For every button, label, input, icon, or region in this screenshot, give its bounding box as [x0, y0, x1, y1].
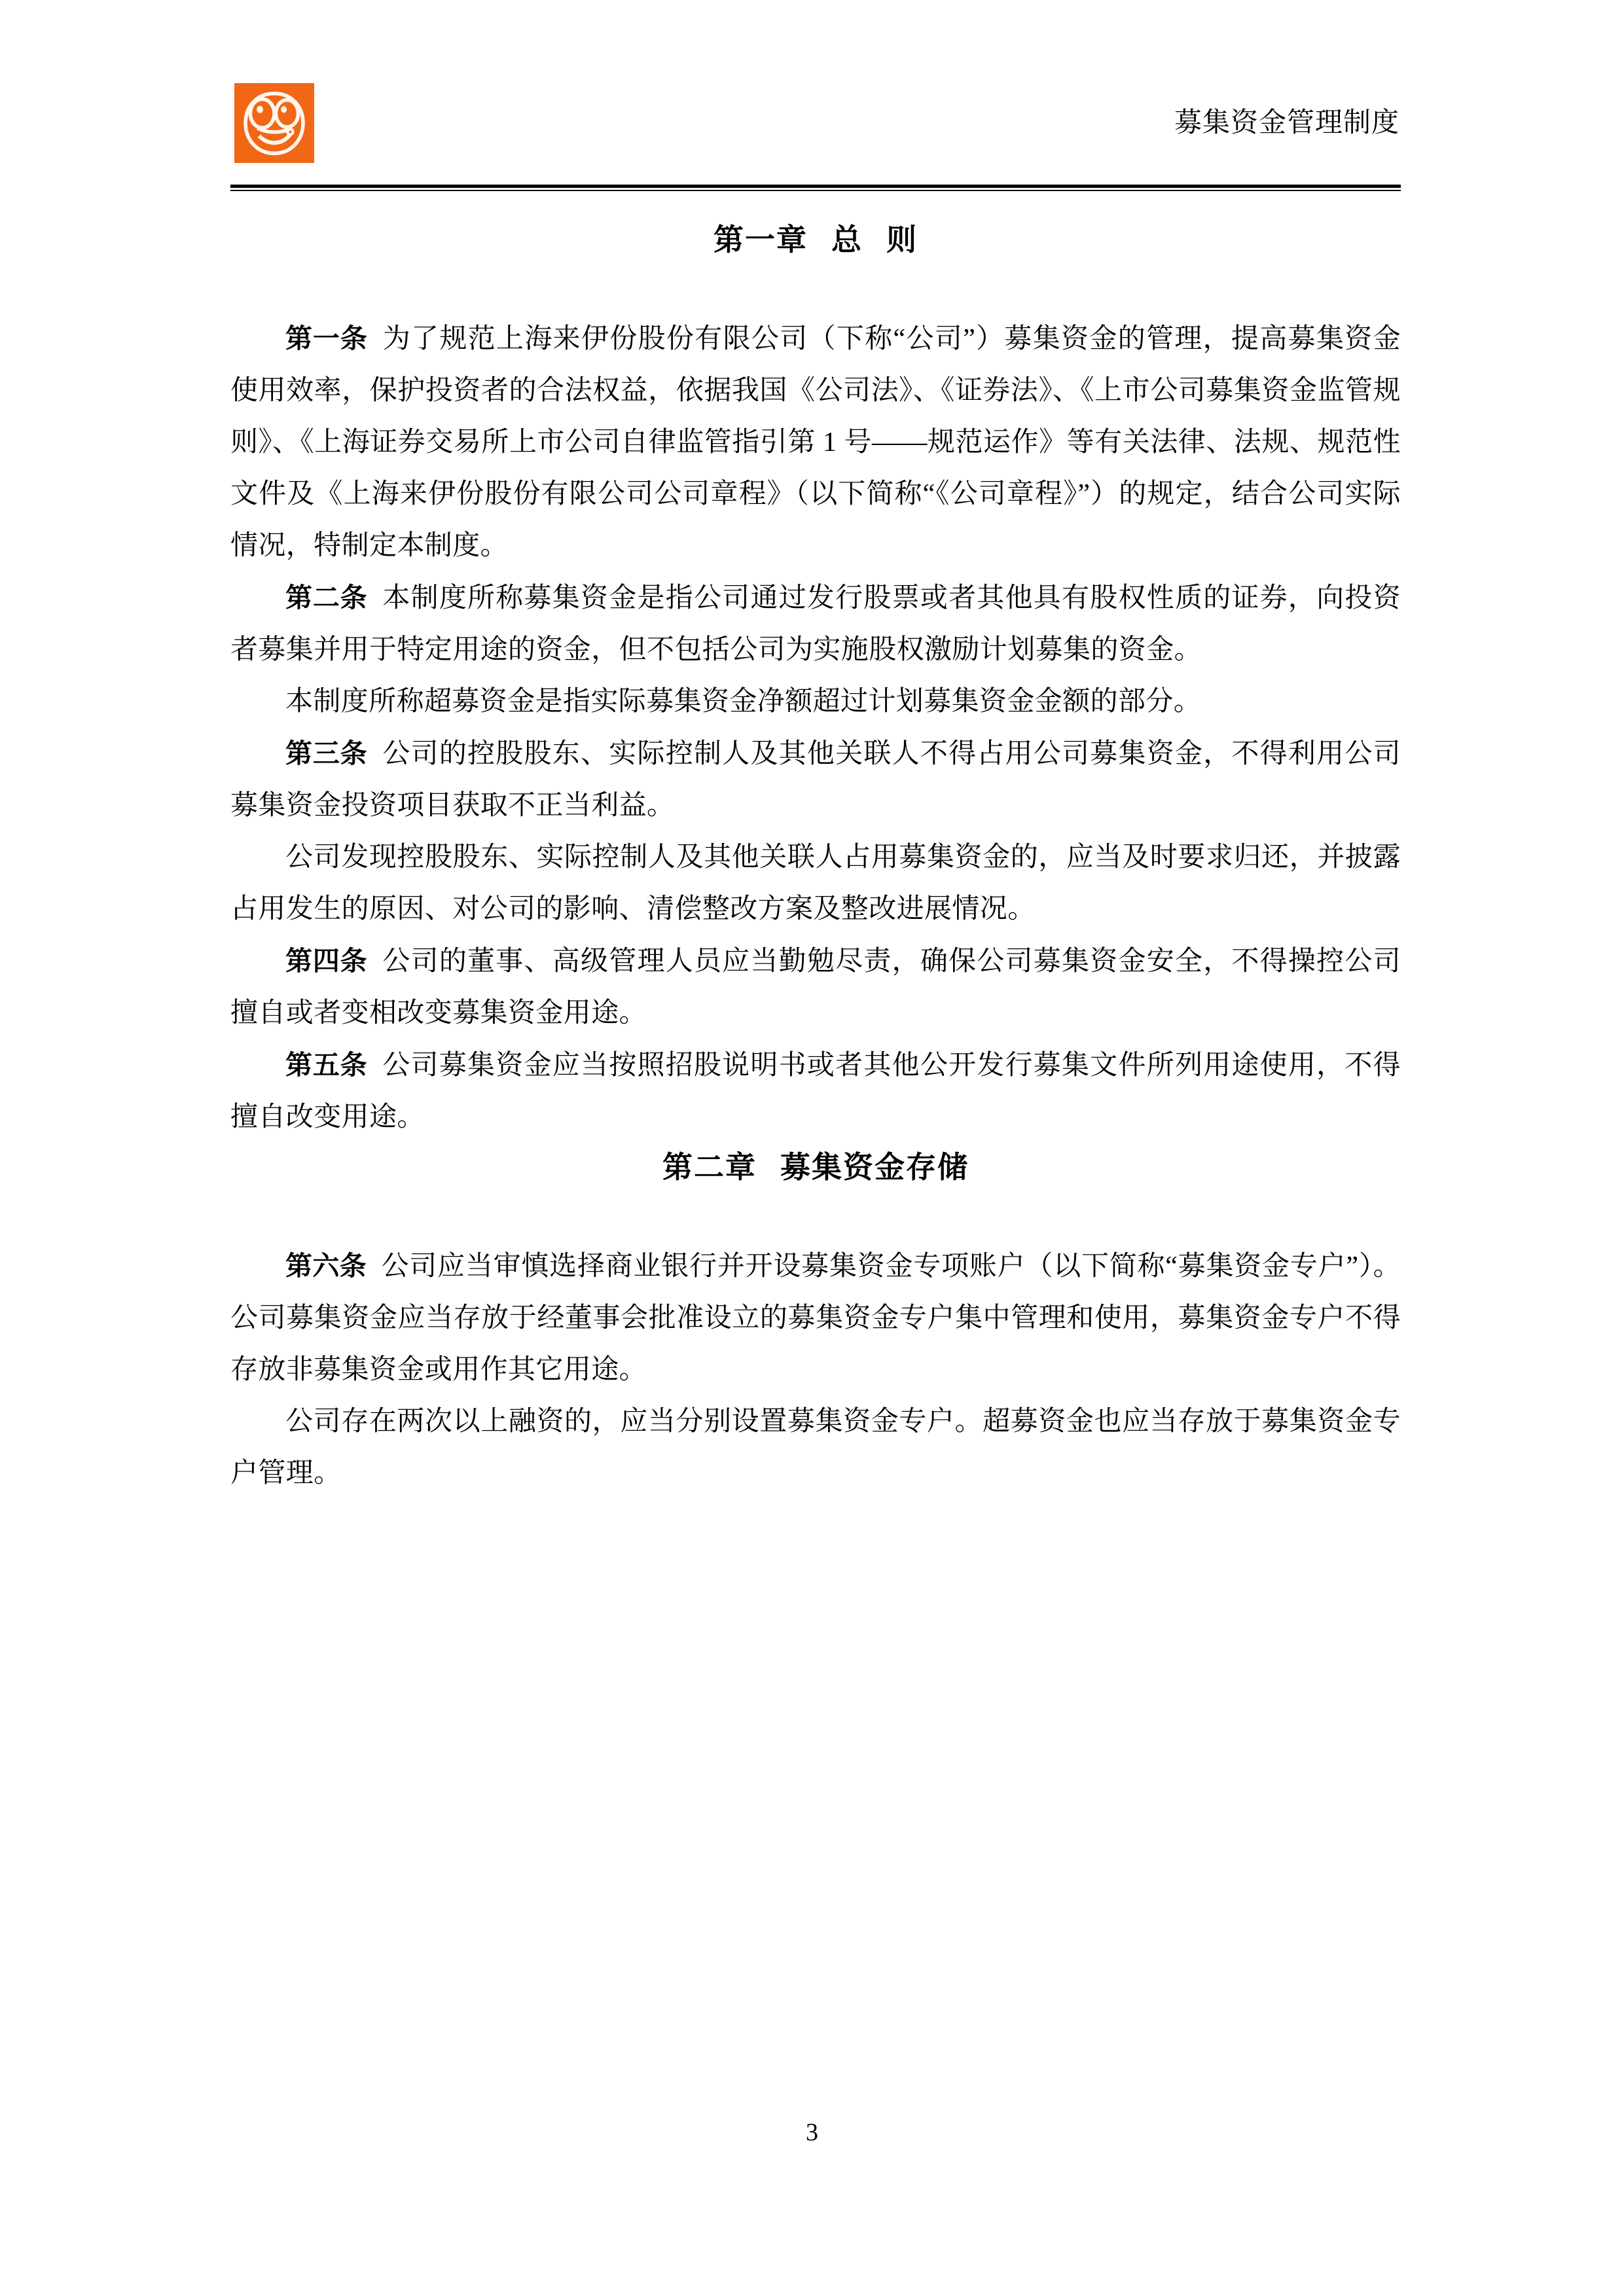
article-number-1: 第一条	[285, 323, 368, 354]
article-text-5: 公司募集资金应当按照招股说明书或者其他公开发行募集文件所列用途使用，不得擅自改变用途。	[230, 1050, 1401, 1132]
paragraph-article-3	[230, 728, 1401, 832]
article-text-3b: 公司发现控股股东、实际控制人及其他关联人占用募集资金的，应当及时要求归还，并披露占用发生的原因、对公司的影响、清偿整改方案及整改进展情况。	[230, 842, 1401, 924]
paragraph-article-3-continued	[230, 832, 1401, 935]
article-number-4: 第四条	[285, 945, 368, 977]
laiyifen-frog-face-logo-icon	[234, 83, 314, 163]
paragraph-article-2	[230, 572, 1401, 676]
article-text-3: 公司的控股股东、实际控制人及其他关联人不得占用公司募集资金，不得利用公司募集资金投资项目获取不正当利益。	[230, 739, 1401, 821]
header-document-title: 募集资金管理制度	[1174, 108, 1399, 138]
article-text-2: 本制度所称募集资金是指公司通过发行股票或者其他具有股权性质的证券，向投资者募集并用于特定用途的资金，但不包括公司为实施股权激励计划募集的资金。	[230, 583, 1401, 665]
document-body	[230, 216, 1401, 1499]
article-text-1: 为了规范上海来伊份股份有限公司（下称“公司”）募集资金的管理，提高募集资金使用效率，保护投资者的合法权益，依据我国《公司法》、《证券法》、《上市公司募集资金监管规则》、《上海证券交易所上市公司自律监管指引第 1 号——规范运作》等有关法律、法规、规范性文件及《上海来伊份股份有限公司公司章程》（以下简称“《公司章程》”）的规定，结合公司实际情况，特制定本制度。	[230, 324, 1401, 561]
article-text-4: 公司的董事、高级管理人员应当勤勉尽责，确保公司募集资金安全，不得操控公司擅自或者变相改变募集资金用途。	[230, 946, 1401, 1028]
chapter-2-title: 第二章 募集资金存储	[662, 1149, 969, 1185]
article-number-2: 第二条	[285, 582, 368, 613]
footer-page-number: 3	[806, 2119, 818, 2146]
article-number-3: 第三条	[285, 738, 368, 769]
paragraph-article-6	[230, 1240, 1401, 1396]
paragraph-article-5	[230, 1039, 1401, 1143]
chapter-1-title: 第一章 总 则	[713, 222, 918, 257]
paragraph-article-1	[230, 313, 1401, 572]
article-text-6b: 公司存在两次以上融资的，应当分别设置募集资金专户。超募资金也应当存放于募集资金专户管理。	[230, 1407, 1401, 1488]
paragraph-article-6-continued	[230, 1396, 1401, 1499]
article-text-2b: 本制度所称超募资金是指实际募集资金净额超过计划募集资金金额的部分。	[285, 687, 1202, 717]
paragraph-article-4	[230, 935, 1401, 1039]
header-divider-rule	[230, 185, 1401, 191]
article-text-6: 公司应当审慎选择商业银行并开设募集资金专项账户（以下简称“募集资金专户”）。公司募集资金应当存放于经董事会批准设立的募集资金专户集中管理和使用，募集资金专户不得存放非募集资金或用作其它用途。	[230, 1251, 1401, 1385]
paragraph-article-2-continued	[230, 676, 1401, 728]
article-number-6: 第六条	[285, 1250, 367, 1282]
article-number-5: 第五条	[285, 1049, 368, 1081]
page-header	[230, 71, 1402, 188]
